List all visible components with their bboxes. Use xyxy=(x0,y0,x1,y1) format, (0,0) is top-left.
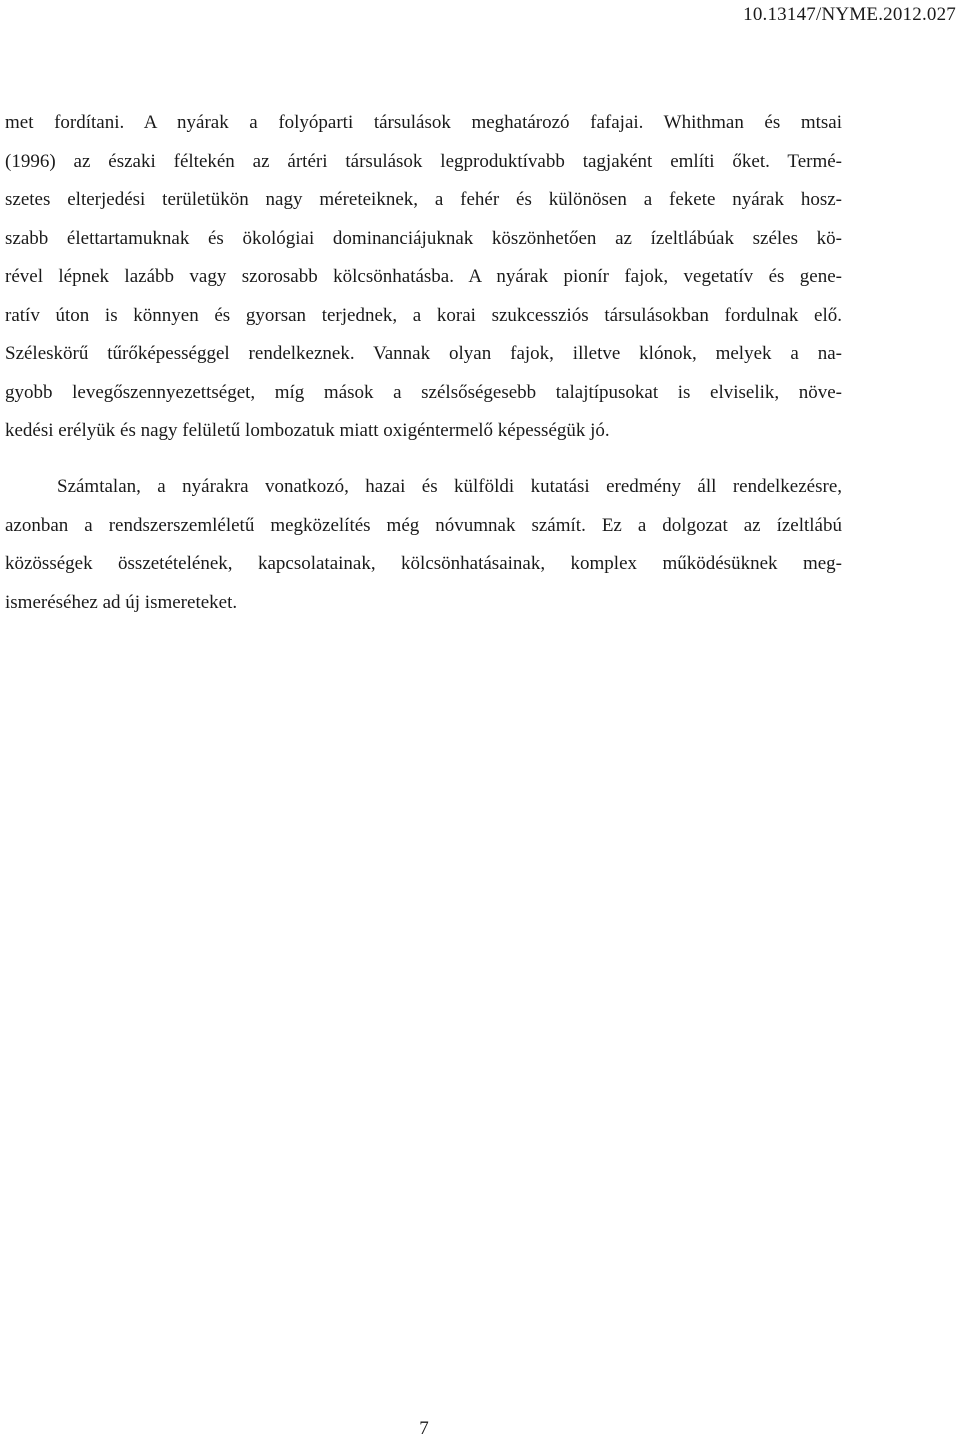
text-line: (1996) az északi féltekén az ártéri társulások legproduktívabb tagjaként említi őket. Termé- xyxy=(5,150,842,172)
text-line: Széleskörű tűrőképességgel rendelkeznek. Vannak olyan fajok, illetve klónok, melyek a na- xyxy=(5,343,842,364)
text-line: ismeréséhez ad új ismereteket. xyxy=(5,591,238,613)
text-line: Számtalan, a nyárakra vonatkozó, hazai és külföldi kutatási eredmény áll rendelkezésre, xyxy=(57,476,842,497)
text-line: ratív úton is könnyen és gyorsan terjednek, a korai szukcessziós társulásokban fordulnak elő. xyxy=(5,304,842,326)
text-line: közösségek összetételének, kapcsolatainak, kölcsönhatásainak, komplex működésüknek meg- xyxy=(5,553,842,574)
text-line: gyobb levegőszennyezettséget, míg mások a szélsőségesebb talajtípusokat is elviselik, növe- xyxy=(5,381,842,403)
page-number: 7 xyxy=(419,1418,429,1439)
text-line: rével lépnek lazább vagy szorosabb kölcsönhatásba. A nyárak pionír fajok, vegetatív és gene- xyxy=(5,266,842,287)
text-line: azonban a rendszerszemléletű megközelítés még nóvumnak számít. Ez a dolgozat az ízeltlábú xyxy=(5,514,842,536)
text-line: szabb élettartamuknak és ökológiai dominanciájuknak köszönhetően az ízeltlábúak széles kö- xyxy=(5,227,842,249)
doi-header: 10.13147/NYME.2012.027 xyxy=(743,4,956,25)
text-line: kedési erélyük és nagy felületű lombozatuk miatt oxigéntermelő képességük jó. xyxy=(5,420,610,441)
text-line: met fordítani. A nyárak a folyóparti társulások meghatározó fafajai. Whithman és mtsai xyxy=(5,112,842,133)
paragraph-2 xyxy=(5,468,842,622)
text-line: szetes elterjedési területükön nagy méreteiknek, a fehér és különösen a fekete nyárak hosz- xyxy=(5,189,842,210)
paragraph-1 xyxy=(5,104,842,451)
